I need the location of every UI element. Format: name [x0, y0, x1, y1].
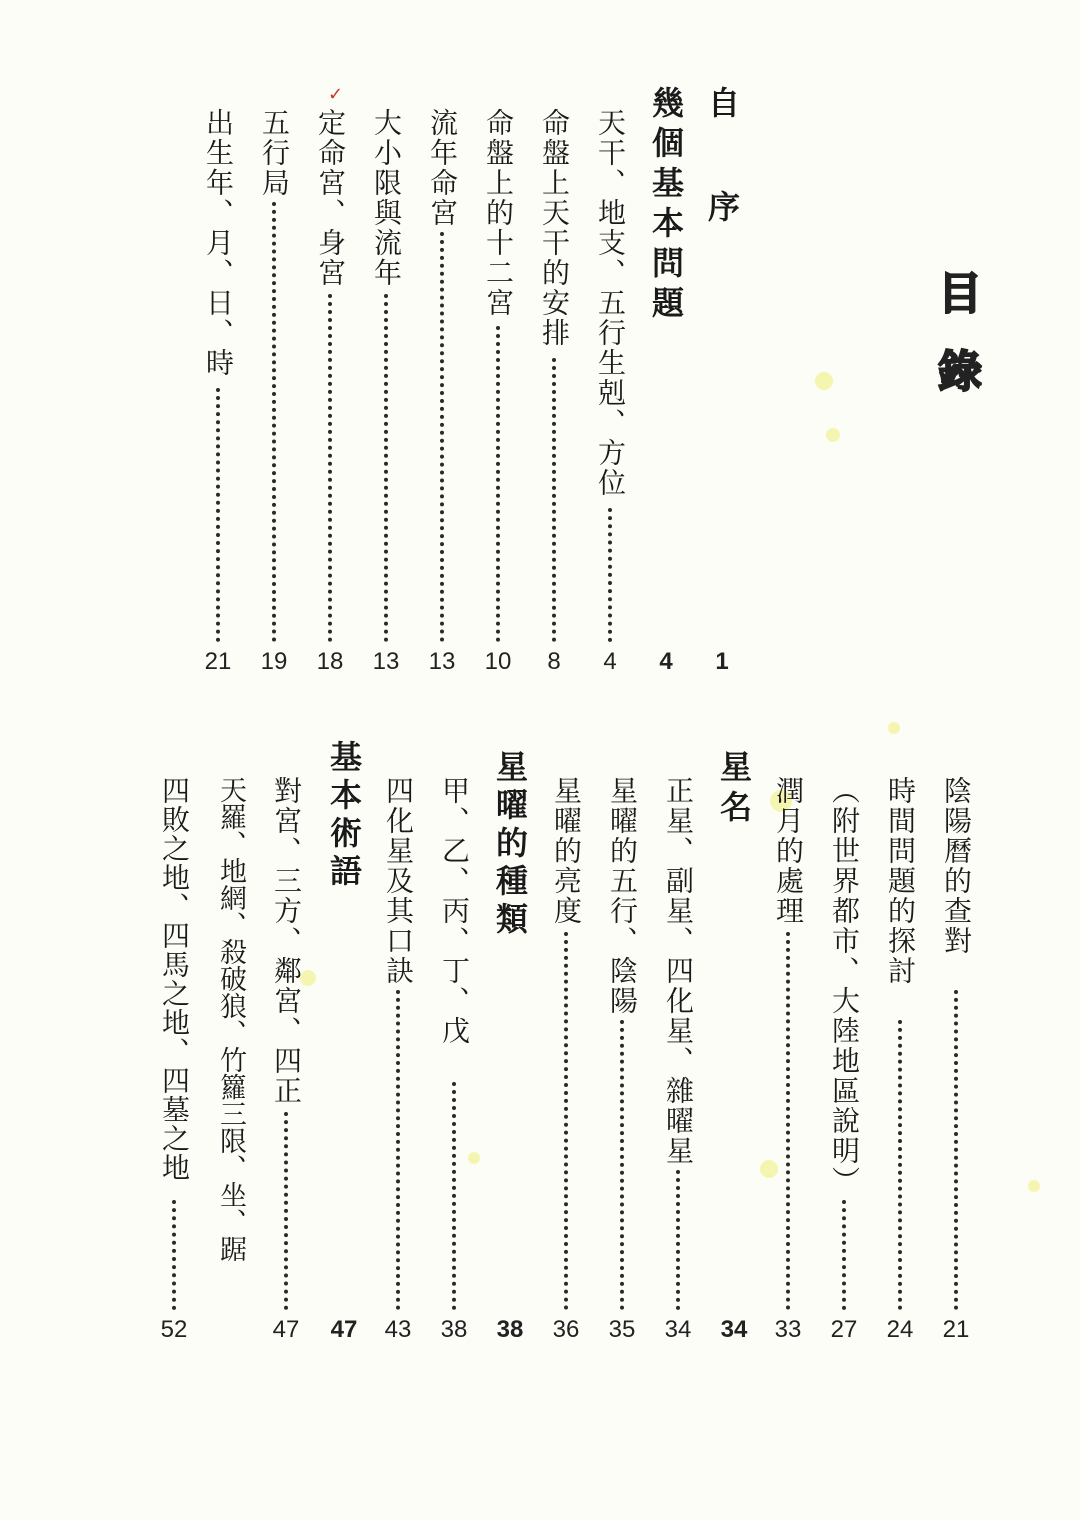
toc-entry-title: 時間問題的探討: [884, 776, 917, 986]
leader-dots: [786, 932, 790, 1310]
toc-top-section: [0, 0, 1080, 700]
toc-entry[interactable]: [768, 776, 808, 1356]
toc-entry-title: （附世界都市、大陸地區說明）: [828, 776, 861, 1196]
toc-entry-page: 21: [942, 1316, 970, 1343]
leader-dots: [216, 388, 220, 642]
toc-entry[interactable]: [366, 108, 406, 688]
toc-entry-title: 正星、副星、四化星、雜曜星: [662, 776, 695, 1166]
toc-entry-title: 五行局: [258, 108, 291, 198]
leader-dots: [440, 232, 444, 642]
toc-entry-title: 定命宮、身宮: [314, 108, 347, 288]
leader-dots: [842, 1200, 846, 1310]
toc-entry-page: 4: [659, 648, 673, 675]
toc-entry-page: 34: [720, 1316, 748, 1343]
toc-entry[interactable]: [154, 776, 194, 1356]
leader-dots: [608, 508, 612, 642]
toc-entry-title: 流年命宮: [426, 108, 459, 228]
check-mark-annotation: ✓: [328, 84, 344, 105]
toc-entry[interactable]: [880, 776, 920, 1356]
toc-entry-page: 43: [384, 1316, 412, 1343]
toc-entry-title: 星曜的亮度: [550, 776, 583, 926]
toc-entry-page: 38: [496, 1316, 524, 1343]
toc-entry-page: 4: [603, 648, 617, 675]
leader-dots: [452, 1082, 456, 1310]
toc-entry[interactable]: [702, 86, 742, 686]
toc-entry-page: 24: [886, 1316, 914, 1343]
toc-entry-title: 天羅、地網、殺破狼、竹籮三限、坐、踞: [215, 776, 246, 1262]
toc-entry[interactable]: [590, 108, 630, 688]
toc-entry[interactable]: [422, 108, 462, 688]
toc-entry-page: 47: [330, 1316, 358, 1343]
toc-entry[interactable]: [266, 776, 306, 1356]
leader-dots: [496, 326, 500, 642]
toc-entry[interactable]: [936, 776, 976, 1356]
toc-entry-title: 星曜的五行、陰陽: [606, 776, 639, 1016]
toc-entry[interactable]: [310, 108, 350, 688]
toc-bottom-section: [0, 740, 1080, 1360]
toc-entry-page: 33: [774, 1316, 802, 1343]
toc-entry-page: 13: [372, 648, 400, 675]
toc-entry-page: 27: [830, 1316, 858, 1343]
toc-entry[interactable]: [824, 776, 864, 1356]
toc-entry-page: 8: [547, 648, 561, 675]
toc-entry-title: 命盤上的十二宮: [482, 108, 515, 318]
leader-dots: [620, 1020, 624, 1310]
leader-dots: [954, 990, 958, 1310]
toc-entry-page: 13: [428, 648, 456, 675]
toc-entry-page: 36: [552, 1316, 580, 1343]
toc-entry-title: 四化星及其口訣: [382, 776, 415, 986]
leader-dots: [328, 294, 332, 642]
leader-dots: [564, 932, 568, 1310]
toc-entry-page: 47: [272, 1316, 300, 1343]
toc-entry[interactable]: [490, 750, 530, 1356]
toc-entry-page: 52: [160, 1316, 188, 1343]
toc-entry-page: 1: [715, 648, 729, 675]
toc-entry-title: 陰陽曆的查對: [940, 776, 973, 956]
leader-dots: [272, 202, 276, 642]
toc-entry[interactable]: [254, 108, 294, 688]
toc-entry-title: 命盤上天干的安排: [538, 108, 571, 348]
leader-dots: [396, 990, 400, 1310]
toc-entry-title: 潤月的處理: [772, 776, 805, 926]
leader-dots: [172, 1200, 176, 1310]
toc-entry-title: 出生年、月、日、時: [202, 108, 235, 378]
toc-entry-title: 大小限與流年: [370, 108, 403, 288]
toc-entry-page: 38: [440, 1316, 468, 1343]
toc-entry-title: 四敗之地、四馬之地、四墓之地: [158, 776, 191, 1182]
toc-entry[interactable]: [210, 776, 250, 1356]
toc-entry[interactable]: [534, 108, 574, 688]
toc-entry[interactable]: [602, 776, 642, 1356]
toc-entry[interactable]: [378, 776, 418, 1356]
toc-entry-page: 34: [664, 1316, 692, 1343]
toc-entry[interactable]: [658, 776, 698, 1356]
toc-entry-page: 35: [608, 1316, 636, 1343]
toc-entry[interactable]: [478, 108, 518, 688]
paper-stain: [888, 722, 900, 734]
toc-entry[interactable]: [324, 740, 364, 1356]
toc-entry-title: 星名: [715, 750, 753, 830]
toc-entry-page: 10: [484, 648, 512, 675]
toc-entry-page: 18: [316, 648, 344, 675]
toc-entry-title: 星曜的種類: [491, 750, 529, 940]
leader-dots: [384, 294, 388, 642]
toc-entry[interactable]: [546, 776, 586, 1356]
toc-entry-title: 甲、乙、丙、丁、戊: [438, 776, 471, 1046]
toc-entry-title: 自 序: [703, 86, 741, 242]
toc-entry-page: 19: [260, 648, 288, 675]
leader-dots: [552, 358, 556, 642]
toc-entry[interactable]: [714, 750, 754, 1356]
toc-entry-page: 21: [204, 648, 232, 675]
leader-dots: [898, 1020, 902, 1310]
toc-title: 目錄: [930, 270, 981, 426]
toc-entry-title: 幾個基本問題: [647, 86, 685, 326]
leader-dots: [284, 1112, 288, 1310]
toc-entry-title: 天干、地支、五行生剋、方位: [594, 108, 627, 498]
toc-entry[interactable]: [434, 776, 474, 1356]
toc-entry-title: 對宮、三方、鄰宮、四正: [270, 776, 303, 1106]
leader-dots: [676, 1170, 680, 1310]
toc-entry[interactable]: [646, 86, 686, 686]
toc-entry[interactable]: [198, 108, 238, 688]
toc-entry-title: 基本術語: [325, 740, 363, 892]
